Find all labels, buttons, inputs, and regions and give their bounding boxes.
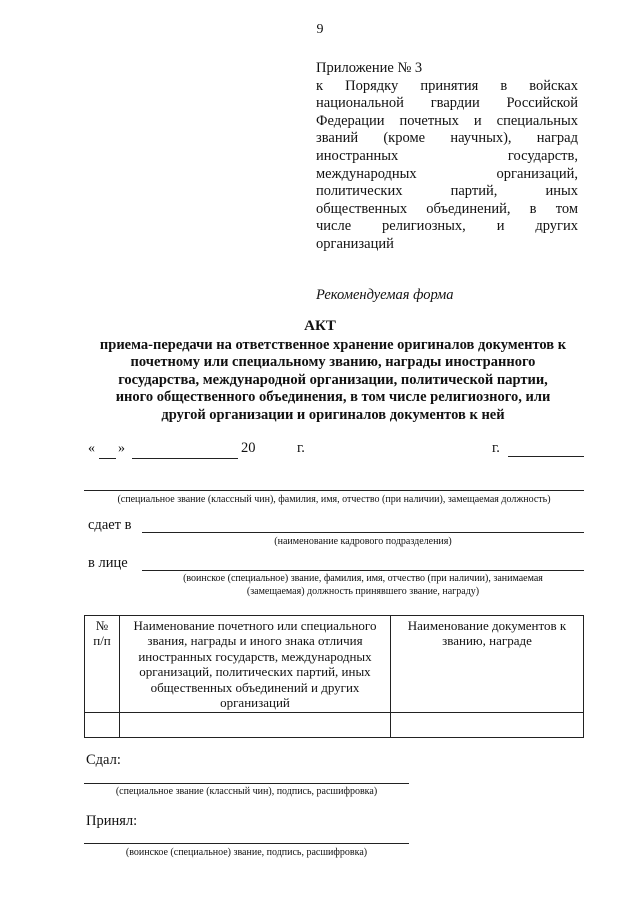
received-label: Принял: xyxy=(86,813,138,829)
city-suffix: г. xyxy=(492,440,500,456)
subtitle-line: иного общественного объединения, в том числе религиозного, или xyxy=(115,389,551,406)
header-award-name: Наименование почетного или специального звания, награды и иного знака отличия иностранных государств, международных организаций, политических партий, иных общественных объединений и других организаций xyxy=(120,616,391,713)
table-cell[interactable] xyxy=(391,713,584,738)
month-blank-line[interactable] xyxy=(132,458,238,459)
recommended-form-label: Рекомендуемая форма xyxy=(316,287,454,303)
day-blank-line[interactable] xyxy=(99,458,116,459)
received-signature-caption: (воинское (специальное) звание, подпись, расшифровка) xyxy=(125,847,368,858)
appendix-line: к Порядку принятия в войсках xyxy=(316,77,578,94)
received-signature-line[interactable] xyxy=(84,843,409,844)
appendix-line: Федерации почетных и специальных xyxy=(316,112,578,129)
table-cell[interactable] xyxy=(85,713,120,738)
appendix-line: званий (кроме научных), наград xyxy=(316,130,578,147)
appendix-header xyxy=(316,60,578,254)
receiver-blank-line[interactable] xyxy=(142,570,584,571)
appendix-line: Приложение № 3 xyxy=(316,60,423,76)
receiver-caption-line-1: (воинское (специальное) звание, фамилия, имя, отчество (при наличии), занимаемая xyxy=(183,573,543,584)
page-number: 9 xyxy=(316,22,324,37)
hr-unit-blank-line[interactable] xyxy=(142,532,584,533)
appendix-line: общественных объединений, в том xyxy=(316,200,578,217)
receiver-caption-line-2: (замещаемая) должность принявшего звание, награду) xyxy=(246,586,480,597)
document-title: АКТ xyxy=(304,318,336,334)
subtitle-line: государства, международной организации, политической партии, xyxy=(118,371,548,388)
date-close-quote: » xyxy=(118,441,125,456)
city-blank-line[interactable] xyxy=(508,456,584,457)
year-prefix: 20 xyxy=(241,440,256,456)
gave-label: Сдал: xyxy=(86,752,121,768)
appendix-line: международных организаций, xyxy=(316,165,578,182)
holder-caption: (специальное звание (классный чин), фамилия, имя, отчество (при наличии), замещаемая должность) xyxy=(117,494,551,505)
appendix-line: числе религиозных, и других xyxy=(316,218,578,235)
table-header-row xyxy=(85,616,584,713)
gave-signature-line[interactable] xyxy=(84,783,409,784)
header-number: № п/п xyxy=(85,616,120,713)
appendix-line: иностранных государств, xyxy=(316,147,578,164)
gives-to-label: сдает в xyxy=(88,517,132,533)
date-open-quote: « xyxy=(88,441,95,456)
document-subtitle xyxy=(78,337,588,424)
subtitle-line: приема-передачи на ответственное хранение оригиналов документов к xyxy=(99,337,567,353)
act-table xyxy=(84,615,584,738)
table-row xyxy=(85,713,584,738)
appendix-line: организаций xyxy=(316,235,394,252)
table-cell[interactable] xyxy=(120,713,391,738)
year-suffix: г. xyxy=(297,440,305,456)
gave-signature-caption: (специальное звание (классный чин), подпись, расшифровка) xyxy=(115,786,378,797)
appendix-line: политических партий, иных xyxy=(316,183,578,200)
holder-blank-line[interactable] xyxy=(84,490,584,491)
appendix-line: национальной гвардии Российской xyxy=(316,95,578,112)
in-person-label: в лице xyxy=(88,555,128,571)
subtitle-line: почетному или специальному званию, награды иностранного xyxy=(130,354,536,371)
subtitle-line: другой организации и оригиналов документов к ней xyxy=(161,406,505,423)
hr-unit-caption: (наименование кадрового подразделения) xyxy=(274,536,452,547)
header-documents: Наименование документов к званию, награде xyxy=(391,616,584,713)
